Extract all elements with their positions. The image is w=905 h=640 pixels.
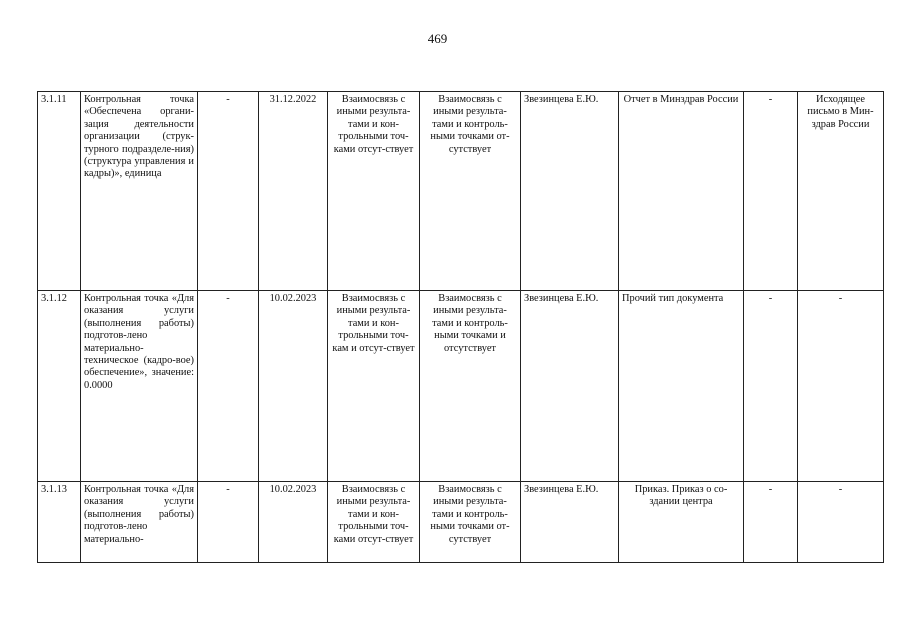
document-type: Прочий тип документа	[619, 291, 744, 482]
info-system-cell: -	[744, 291, 798, 482]
link-results-cell: Взаимосвязь с иными результа-тами и кон-трольными точ-ками отсут-ствует	[328, 482, 420, 563]
previous-point-cell: -	[198, 92, 259, 291]
row-number: 3.1.11	[38, 92, 81, 291]
due-date: 10.02.2023	[259, 291, 328, 482]
document-type: Приказ. Приказ о со-здании центра	[619, 482, 744, 563]
link-points-cell: Взаимосвязь с иными результа-тами и контроль-ными точками и отсутствует	[420, 291, 521, 482]
document-type: Отчет в Минздрав России	[619, 92, 744, 291]
control-point-description: Контрольная точка «Для оказания услуги (выполнения работы) подготов-лено материально-	[81, 482, 198, 563]
comment-cell: -	[798, 291, 884, 482]
row-number: 3.1.13	[38, 482, 81, 563]
responsible-person: Звезинцева Е.Ю.	[521, 92, 619, 291]
table-row	[38, 482, 884, 563]
control-point-description: Контрольная точка «Обеспечена органи-зация деятельности организации (струк-турного подразделе-ния) (структура управления и кадры)», единица	[81, 92, 198, 291]
table-row	[38, 291, 884, 482]
comment-cell: Исходящее письмо в Мин-здрав России	[798, 92, 884, 291]
table-row	[38, 92, 884, 291]
page-number: 469	[427, 31, 448, 46]
responsible-person: Звезинцева Е.Ю.	[521, 291, 619, 482]
link-points-cell: Взаимосвязь с иными результа-тами и контроль-ными точками от-сутствует	[420, 92, 521, 291]
control-point-description: Контрольная точка «Для оказания услуги (выполнения работы) подготов-лено материально-техническое (кадро-вое) обеспечение», значение: 0.0000	[81, 291, 198, 482]
info-system-cell: -	[744, 482, 798, 563]
link-results-cell: Взаимосвязь с иными результа-тами и кон-трольными точ-ками отсут-ствует	[328, 92, 420, 291]
responsible-person: Звезинцева Е.Ю.	[521, 482, 619, 563]
link-results-cell: Взаимосвязь с иными результа-тами и кон-трольными точ-кам и отсут-ствует	[328, 291, 420, 482]
link-points-cell: Взаимосвязь с иными результа-тами и контроль-ными точками от-сутствует	[420, 482, 521, 563]
previous-point-cell: -	[198, 482, 259, 563]
due-date: 31.12.2022	[259, 92, 328, 291]
previous-point-cell: -	[198, 291, 259, 482]
comment-cell: -	[798, 482, 884, 563]
control-points-table	[37, 91, 884, 563]
info-system-cell: -	[744, 92, 798, 291]
row-number: 3.1.12	[38, 291, 81, 482]
due-date: 10.02.2023	[259, 482, 328, 563]
